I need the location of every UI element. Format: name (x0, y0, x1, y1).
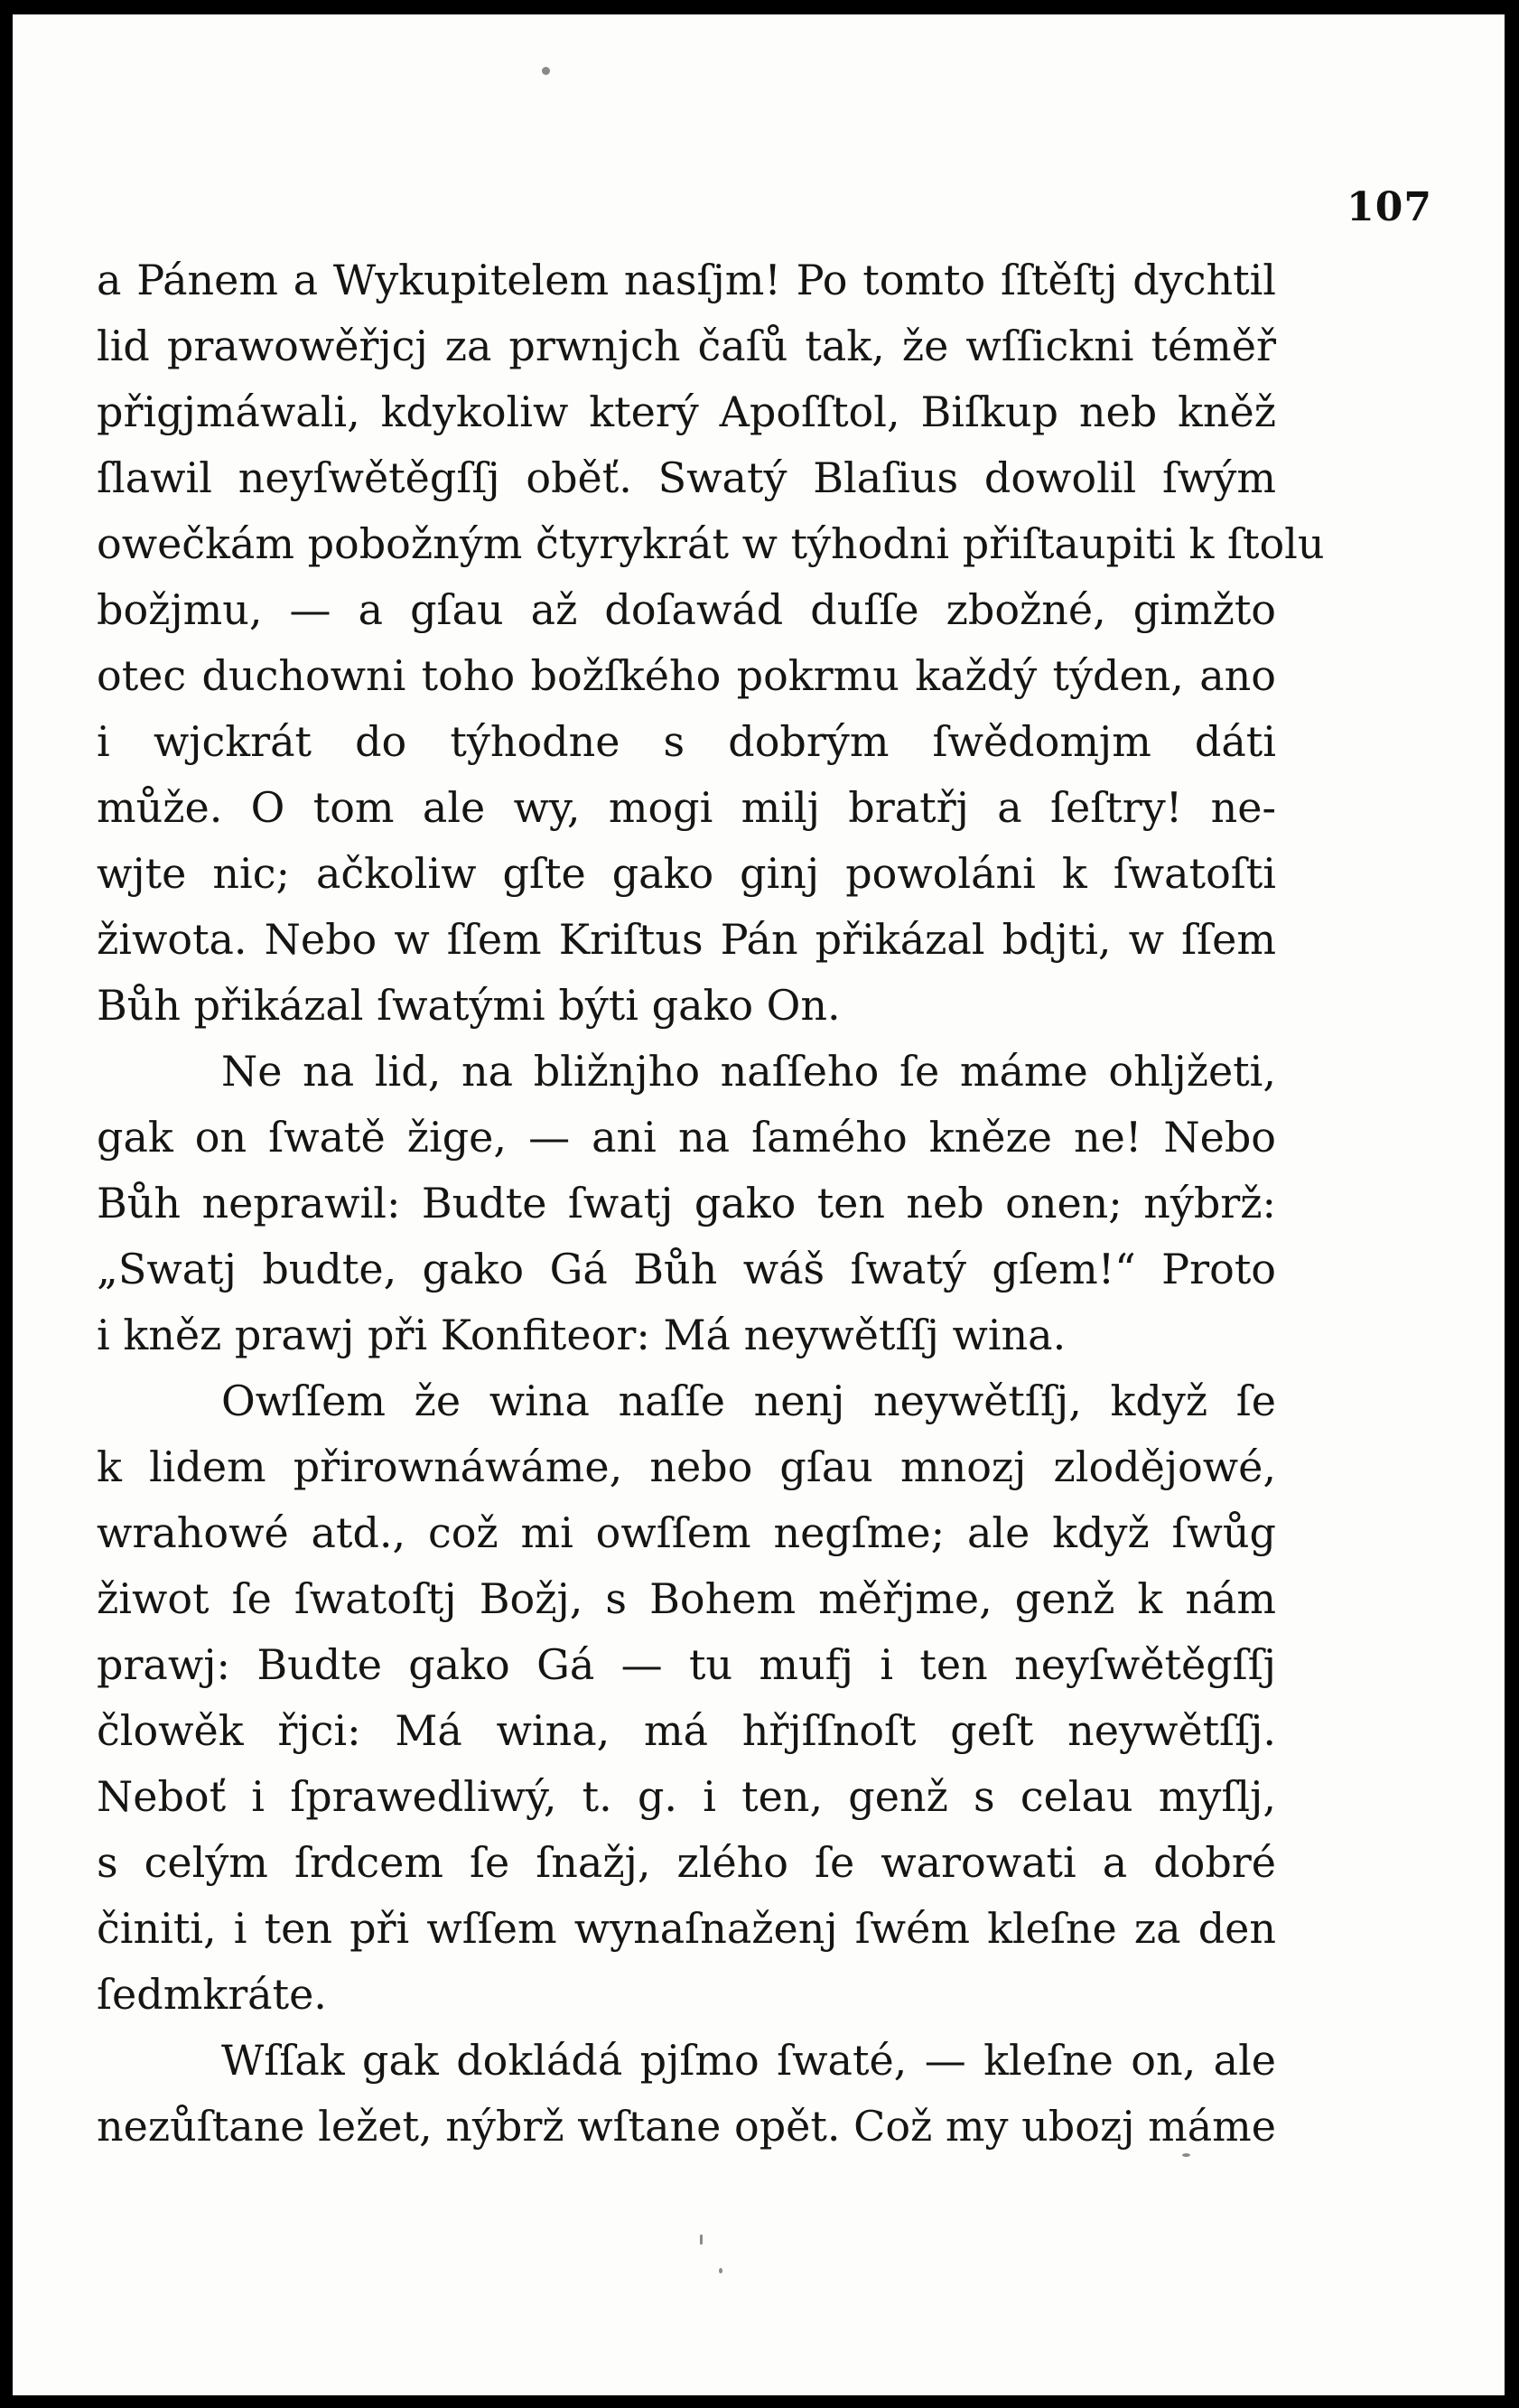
text-line: žiwot ſe ſwatoſtj Božj, s Bohem měřjme, genž k nám (97, 1574, 1276, 1623)
book-page (13, 14, 1505, 2395)
text-line: i kněz prawj při Konfiteor: Má neywětſſj wina. (97, 1311, 1067, 1359)
text-line: i wjckrát do týhodne s dobrým ſwědomjm dáti (97, 717, 1276, 766)
paragraph (97, 247, 1325, 1039)
text-line: „Swatj budte, gako Gá Bůh wáš ſwatý gſem!“ Proto (97, 1245, 1276, 1293)
text-line: Wſſak gak dokládá pjſmo ſwaté, — kleſne on, ale (221, 2036, 1276, 2085)
text-line: Bůh přikázal ſwatými býti gako On. (97, 981, 841, 1030)
dust-speck (700, 2235, 703, 2245)
text-line: owečkám pobožným čtyrykrát w týhodni přiſtaupiti k ſtolu (97, 519, 1325, 568)
text-line: s celým ſrdcem ſe ſnažj, zlého ſe warowati a dobré (97, 1838, 1276, 1887)
text-line: božjmu, — a gſau až doſawád duſſe zbožné, gimžto (97, 585, 1276, 634)
text-line: k lidem přirownáwáme, nebo gſau mnozj zlodějowé, (97, 1442, 1276, 1491)
text-line: lid prawowěřjcj za prwnjch čaſů tak, že wſſickni téměř (97, 322, 1276, 370)
text-line: ſedmkráte. (97, 1970, 327, 2019)
text-line: člowěk řjci: Má wina, má hřjſſnoſt geſt neywětſſj. (97, 1706, 1276, 1755)
text-line: gak on ſwatě žige, — ani na ſamého kněze ne! Nebo (97, 1113, 1276, 1162)
text-line: činiti, i ten při wſſem wynaſnaženj ſwém kleſne za den (97, 1904, 1276, 1953)
paragraph (97, 2028, 1276, 2160)
text-line: nezůſtane ležet, nýbrž wſtane opět. Což my ubozj máme (97, 2102, 1276, 2151)
text-line: Neboť i ſprawedliwý, t. g. i ten, genž s celau myſlj, (97, 1772, 1276, 1821)
body-text (97, 247, 1325, 2160)
dust-speck (542, 67, 550, 75)
page-number: 107 (1347, 184, 1432, 230)
paragraph (97, 1368, 1276, 2028)
text-line: žiwota. Nebo w ſſem Kriſtus Pán přikázal bdjti, w ſſem (97, 915, 1276, 964)
text-line: Bůh neprawil: Budte ſwatj gako ten neb onen; nýbrž: (97, 1179, 1276, 1227)
text-line: a Pánem a Wykupitelem nasſjm! Po tomto ſſtěſtj dychtil (97, 256, 1276, 304)
text-line: ſlawil neyſwětěgſſj oběť. Swatý Blaſius dowolil ſwým (97, 453, 1276, 502)
paragraph (97, 1039, 1276, 1368)
dust-speck (719, 2268, 722, 2273)
text-line: přigjmáwali, kdykoliw který Apoſſtol, Biſkup neb kněž (97, 387, 1276, 436)
text-line: prawj: Budte gako Gá — tu mufj i ten neyſwětěgſſj (97, 1640, 1276, 1689)
text-line: otec duchowni toho božſkého pokrmu každý týden, ano (97, 651, 1276, 700)
text-line: wrahowé atd., což mi owſſem negſme; ale když ſwůg (97, 1508, 1276, 1557)
text-line: wjte nic; ačkoliw gſte gako ginj powoláni k ſwatoſti (97, 849, 1276, 898)
text-line: Owſſem že wina naſſe nenj neywětſſj, když ſe (221, 1377, 1276, 1425)
text-line: Ne na lid, na bližnjho naſſeho ſe máme ohljžeti, (221, 1047, 1276, 1096)
text-line: může. O tom ale wy, mogi milj bratřj a ſeſtry! ne- (97, 783, 1276, 832)
